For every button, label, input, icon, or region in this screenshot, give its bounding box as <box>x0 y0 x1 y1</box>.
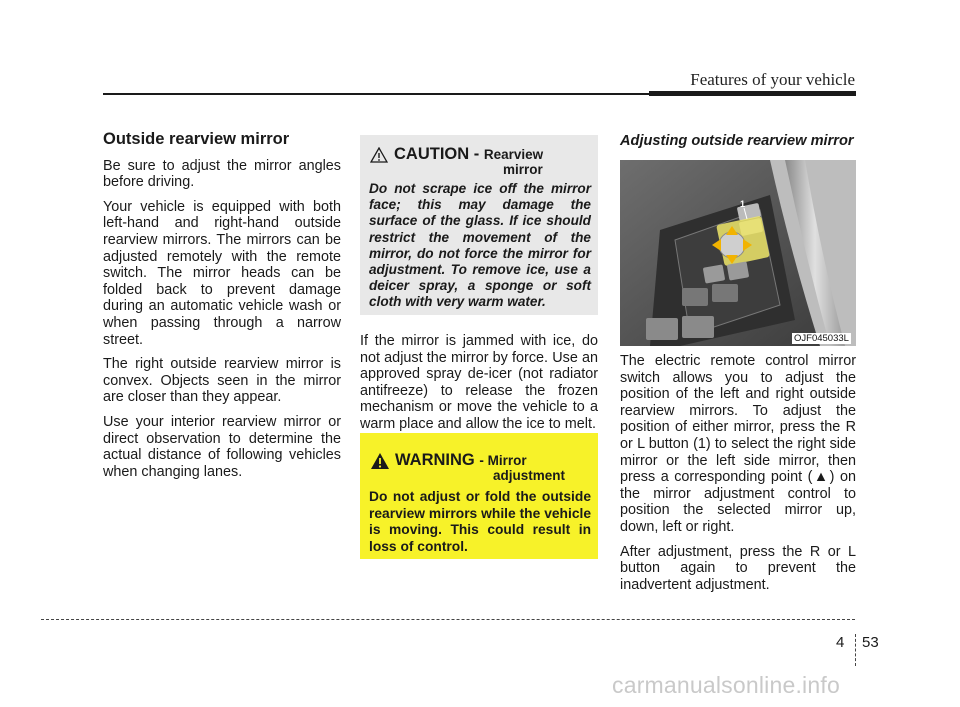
caution-box <box>360 135 598 315</box>
caution-topic-2: mirror <box>503 162 543 177</box>
warning-label: WARNING <box>395 451 475 469</box>
header-rule-accent <box>649 91 856 96</box>
footer-rule <box>41 619 855 620</box>
caution-triangle-icon <box>370 147 388 163</box>
mirror-switch-illustration <box>620 160 856 346</box>
caution-topic-1: Rearview <box>483 147 544 162</box>
page-number: 53 <box>862 634 879 651</box>
subsection-heading: Adjusting outside rearview mirror <box>620 133 854 149</box>
paragraph: If the mirror is jammed with ice, do not adjust the mirror by force. Use an approved spray de-icer (not radiator antifreeze) to release the frozen mechanism or move the vehicle to a warm place and allow the ice to melt. <box>360 333 598 432</box>
left-column <box>103 131 341 488</box>
page-number-divider <box>855 634 856 666</box>
warning-box <box>360 433 598 559</box>
paragraph: Be sure to adjust the mirror angles before driving. <box>103 157 341 191</box>
warning-body: Do not adjust or fold the outside rearview mirrors while the vehicle is moving. This could result in loss of control. <box>369 489 591 554</box>
caution-label: CAUTION - <box>394 145 480 163</box>
caution-body: Do not scrape ice off the mirror face; this may damage the surface of the glass. If ice should restrict the movement of the mirror, do not force the mirror for adjustment. To remove ice, use a deicer spray, a sponge or soft cloth with very warm water. <box>369 181 591 310</box>
section-heading: Outside rearview mirror <box>103 130 290 148</box>
section-number: 4 <box>836 634 845 651</box>
warning-triangle-icon <box>370 452 390 470</box>
paragraph: The right outside rearview mirror is convex. Objects seen in the mirror are closer than they appear. <box>103 356 341 406</box>
paragraph: After adjustment, press the R or L button again to prevent the inadvertent adjustment. <box>620 543 856 593</box>
warning-topic-2: adjustment <box>493 468 566 483</box>
running-header: Features of your vehicle <box>690 70 855 89</box>
header-rule <box>103 93 649 95</box>
middle-column <box>360 333 598 441</box>
right-column <box>620 353 856 601</box>
watermark: carmanualsonline.info <box>612 672 840 698</box>
warning-topic-1: - Mirror <box>479 453 527 468</box>
paragraph: Your vehicle is equipped with both left-hand and right-hand outside rearview mirrors. The mirrors can be adjusted remotely with the remote switch. The mirror heads can be folded back to prevent damage during an automatic vehicle wash or when passing through a narrow street. <box>103 198 341 348</box>
figure-callout: 1 <box>740 199 746 209</box>
paragraph: The electric remote control mirror switch allows you to adjust the position of the left and right outside rearview mirrors. To adjust the position of either mirror, press the R or L button (1) to select the right side mirror or the left side mirror, then press a corresponding point (▲) on the mirror adjustment control to position the selected mirror up, down, left or right. <box>620 353 856 535</box>
paragraph: Use your interior rearview mirror or direct observation to determine the actual distance of following vehicles when changing lanes. <box>103 413 341 480</box>
mirror-switch-photo <box>620 160 856 346</box>
figure-code: OJF045033L <box>794 333 849 344</box>
